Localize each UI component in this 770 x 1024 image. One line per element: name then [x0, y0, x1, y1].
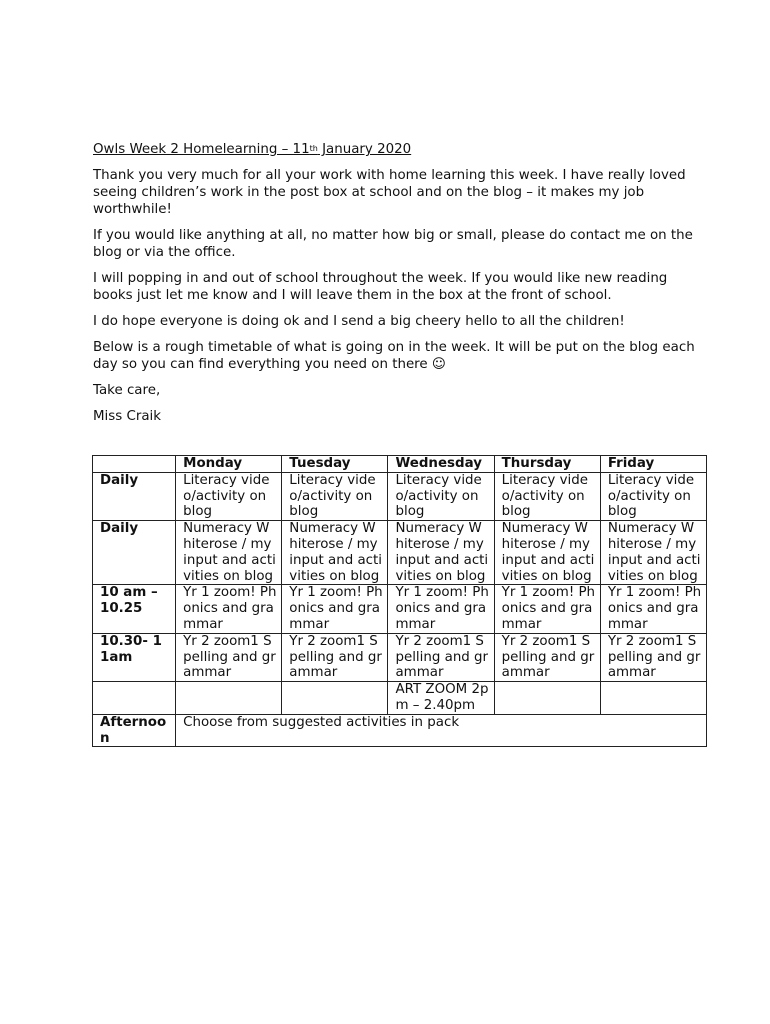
- table-cell: [600, 682, 706, 715]
- table-cell: Yr 1 zoom! Phonics and grammar: [600, 585, 706, 633]
- table-cell: [282, 682, 388, 715]
- table-cell: Numeracy Whiterose / my input and activities on blog: [600, 521, 706, 585]
- day-header: Tuesday: [282, 456, 388, 473]
- table-cell: Numeracy Whiterose / my input and activities on blog: [494, 521, 600, 585]
- row-label: Afternoon: [93, 714, 176, 747]
- table-cell: Yr 1 zoom! Phonics and grammar: [388, 585, 494, 633]
- table-row-afternoon: [93, 714, 707, 747]
- row-label: [93, 682, 176, 715]
- table-row: [93, 472, 707, 520]
- table-cell: Literacy video/activity on blog: [494, 472, 600, 520]
- day-header: Thursday: [494, 456, 600, 473]
- day-header: Friday: [600, 456, 706, 473]
- paragraph-hello: I do hope everyone is doing ok and I send a big cheery hello to all the children!: [93, 314, 625, 329]
- paragraph-reading-books: I will popping in and out of school throughout the week. If you would like new reading books just let me know and I will leave them in the box at the front of school.: [93, 271, 668, 303]
- table-cell: Yr 2 zoom1 Spelling and grammar: [282, 633, 388, 681]
- title-prefix: Owls Week 2 Homelearning – 11: [93, 142, 310, 157]
- table-cell: Yr 1 zoom! Phonics and grammar: [176, 585, 282, 633]
- table-row: [93, 585, 707, 633]
- table-cell: Yr 1 zoom! Phonics and grammar: [494, 585, 600, 633]
- day-header: Wednesday: [388, 456, 494, 473]
- table-row: [93, 521, 707, 585]
- row-label: Daily: [93, 472, 176, 520]
- day-header: Monday: [176, 456, 282, 473]
- signoff: Take care,: [93, 383, 161, 398]
- table-cell: Literacy video/activity on blog: [176, 472, 282, 520]
- table-header-row: [93, 456, 707, 473]
- table-cell: ART ZOOM 2pm – 2.40pm: [388, 682, 494, 715]
- table-cell: Numeracy Whiterose / my input and activities on blog: [388, 521, 494, 585]
- table-cell: Literacy video/activity on blog: [600, 472, 706, 520]
- table-cell: Numeracy Whiterose / my input and activities on blog: [282, 521, 388, 585]
- timetable: [92, 455, 707, 747]
- row-label: 10.30- 11am: [93, 633, 176, 681]
- table-cell: Numeracy Whiterose / my input and activities on blog: [176, 521, 282, 585]
- signature: Miss Craik: [93, 409, 162, 424]
- row-label: Daily: [93, 521, 176, 585]
- table-cell: [176, 682, 282, 715]
- table-row: [93, 682, 707, 715]
- paragraph-timetable-intro: Below is a rough timetable of what is going on in the week. It will be put on the blog each day so you can find everything you need on there ☺: [93, 340, 695, 372]
- table-row: [93, 633, 707, 681]
- table-cell: Yr 2 zoom1 Spelling and grammar: [600, 633, 706, 681]
- letter: [93, 141, 708, 434]
- page-title: [93, 141, 708, 158]
- table-cell: Yr 2 zoom1 Spelling and grammar: [176, 633, 282, 681]
- table-cell: Yr 2 zoom1 Spelling and grammar: [388, 633, 494, 681]
- table-cell: Literacy video/activity on blog: [388, 472, 494, 520]
- table-cell: [494, 682, 600, 715]
- paragraph-thanks: Thank you very much for all your work with home learning this week. I have really loved seeing children’s work in the post box at school and on the blog – it makes my job worthwhile!: [93, 168, 686, 217]
- table-cell: Yr 1 zoom! Phonics and grammar: [282, 585, 388, 633]
- paragraph-contact: If you would like anything at all, no matter how big or small, please do contact me on the blog or via the office.: [93, 228, 693, 260]
- table-cell: Yr 2 zoom1 Spelling and grammar: [494, 633, 600, 681]
- title-superscript: th: [309, 144, 318, 153]
- corner-cell: [93, 456, 176, 473]
- title-suffix: January 2020: [317, 142, 412, 157]
- row-label: 10 am – 10.25: [93, 585, 176, 633]
- afternoon-cell: Choose from suggested activities in pack: [176, 714, 707, 747]
- table-cell: Literacy video/activity on blog: [282, 472, 388, 520]
